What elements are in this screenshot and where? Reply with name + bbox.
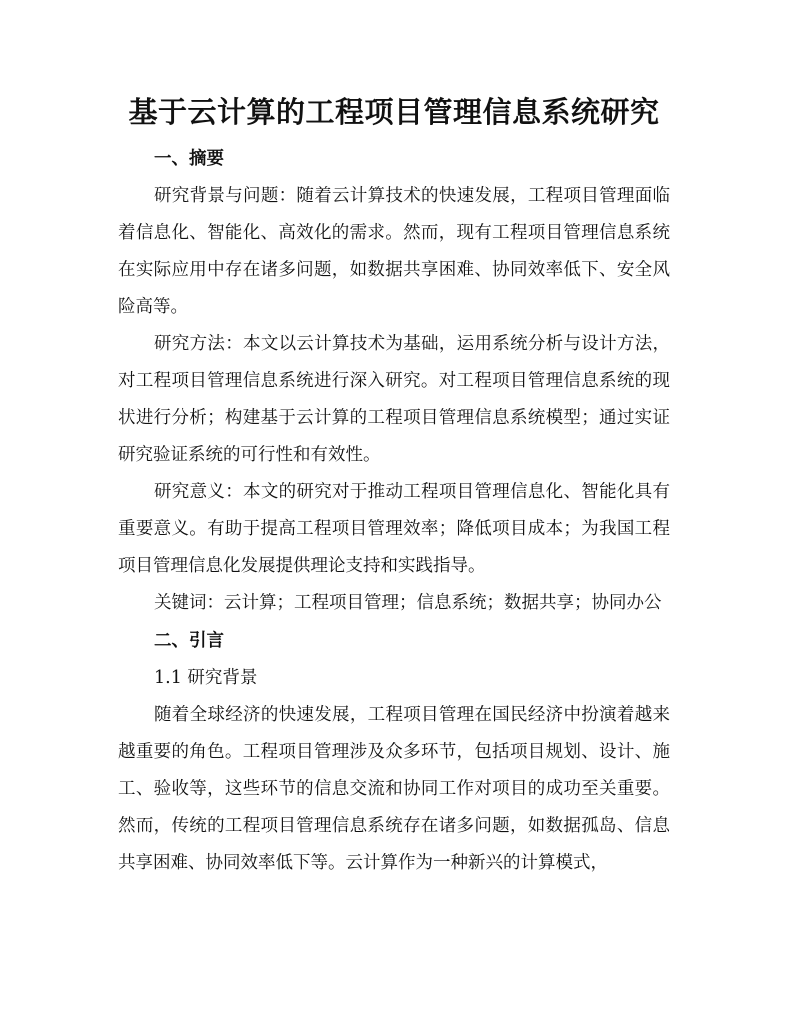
abstract-paragraph-method: 研究方法：本文以云计算技术为基础，运用系统分析与设计方法，对工程项目管理信息系统进行深入研究。对工程项目管理信息系统的现状进行分析；构建基于云计算的工程项目管理信息系统模型；通过实证研究验证系统的可行性和有效性。 [118,334,670,465]
document-title: 基于云计算的工程项目管理信息系统研究 [128,95,660,129]
abstract-paragraph-significance: 研究意义：本文的研究对于推动工程项目管理信息化、智能化具有重要意义。有助于提高工程项目管理效率；降低项目成本；为我国工程项目管理信息化发展提供理论支持和实践指导。 [118,482,670,576]
keywords-line: 关键词：云计算；工程项目管理；信息系统；数据共享；协同办公 [154,593,662,613]
abstract-paragraph-background: 研究背景与问题：随着云计算技术的快速发展，工程项目管理面临着信息化、智能化、高效化的需求。然而，现有工程项目管理信息系统在实际应用中存在诸多问题，如数据共享困难、协同效率低下、安全风险高等。 [118,186,670,317]
introduction-paragraph: 随着全球经济的快速发展，工程项目管理在国民经济中扮演着越来越重要的角色。工程项目管理涉及众多环节，包括项目规划、设计、施工、验收等，这些环节的信息交流和协同工作对项目的成功至关重要。然而，传统的工程项目管理信息系统存在诸多问题，如数据孤岛、信息共享困难、协同效率低下等。云计算作为一种新兴的计算模式， [118,705,670,873]
research-background-subheading: 1.1 研究背景 [154,668,258,688]
abstract-heading: 一、摘要 [154,149,224,169]
introduction-heading: 二、引言 [154,631,224,651]
document-content [118,90,670,882]
